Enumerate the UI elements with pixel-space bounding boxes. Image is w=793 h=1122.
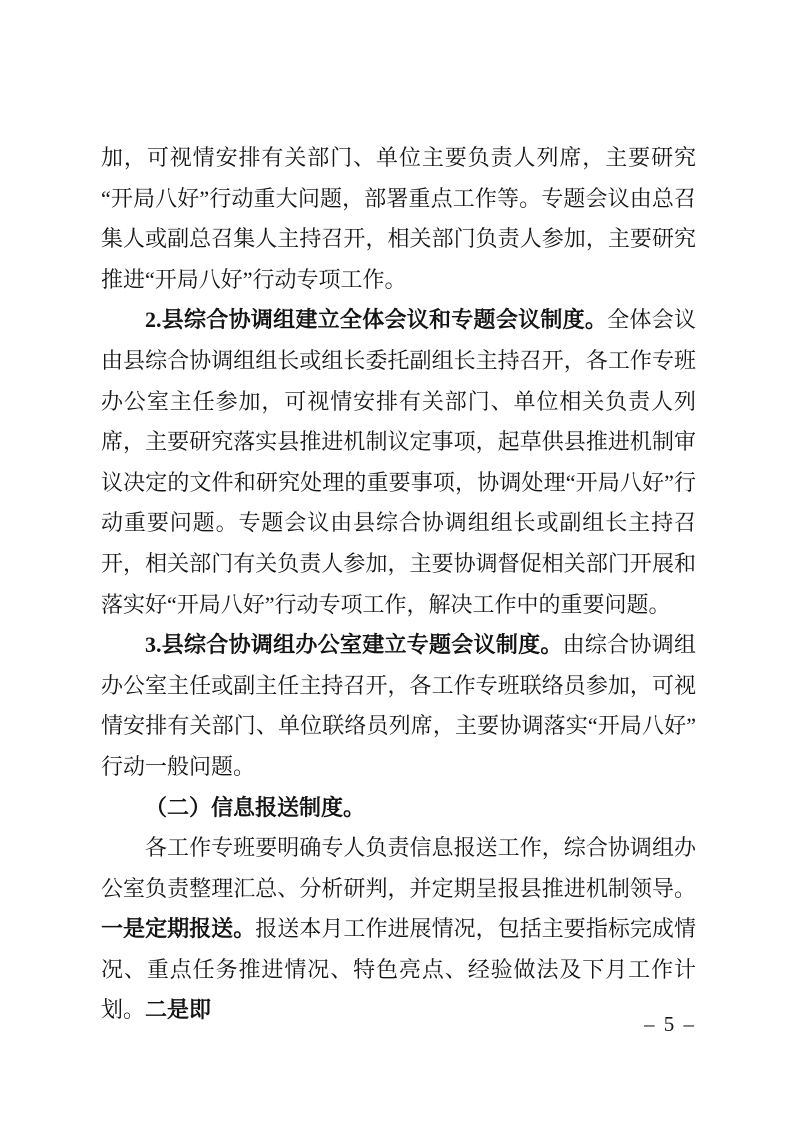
paragraph xyxy=(101,788,696,829)
body-text: 全体会议由县综合协调组组长或组长委托副组长主持召开，各工作专班办公室主任参加，可视情安排有关部门、单位相关负责人列席，主要研究落实县推进机制议定事项，起草供县推进机制审议决定的文件和研究处理的重要事项，协调处理“开局八好”行动重要问题。专题会议由县综合协调组组长或副组长主持召开，相关部门有关负责人参加，主要协调督促相关部门开展和落实好“开局八好”行动专项工作，解决工作中的重要问题。 xyxy=(101,307,697,617)
emphasis-text: 一是定期报送。 xyxy=(101,916,256,942)
document-body xyxy=(101,138,696,1031)
paragraph xyxy=(101,138,696,300)
emphasis-text: （二）信息报送制度。 xyxy=(145,794,366,820)
page-number: – 5 – xyxy=(644,1012,696,1036)
body-text: 加，可视情安排有关部门、单位主要负责人列席，主要研究“开局八好”行动重大问题，部署重点工作等。专题会议由总召集人或副总召集人主持召开，相关部门负责人参加，主要研究推进“开局八好”行动专项工作。 xyxy=(101,145,697,292)
paragraph xyxy=(101,300,696,625)
emphasis-text: 二是即 xyxy=(145,997,212,1023)
emphasis-text: 3.县综合协调组办公室建立专题会议制度。 xyxy=(145,632,563,658)
emphasis-text: 2.县综合协调组建立全体会议和专题会议制度。 xyxy=(145,307,608,333)
body-text: 由综合协调组办公室主任或副主任主持召开，各工作专班联络员参加，可视情安排有关部门、单位联络员列席，主要协调落实“开局八好”行动一般问题。 xyxy=(101,632,696,779)
body-text: 各工作专班要明确专人负责信息报送工作，综合协调组办公室负责整理汇总、分析研判，并定期呈报县推进机制领导。 xyxy=(101,835,696,901)
paragraph xyxy=(101,828,696,1031)
body-text: 报送本月工作进展情况，包括主要指标完成情况、重点任务推进情况、特色亮点、经验做法及下月工作计划。 xyxy=(101,916,696,1023)
paragraph xyxy=(101,625,696,787)
